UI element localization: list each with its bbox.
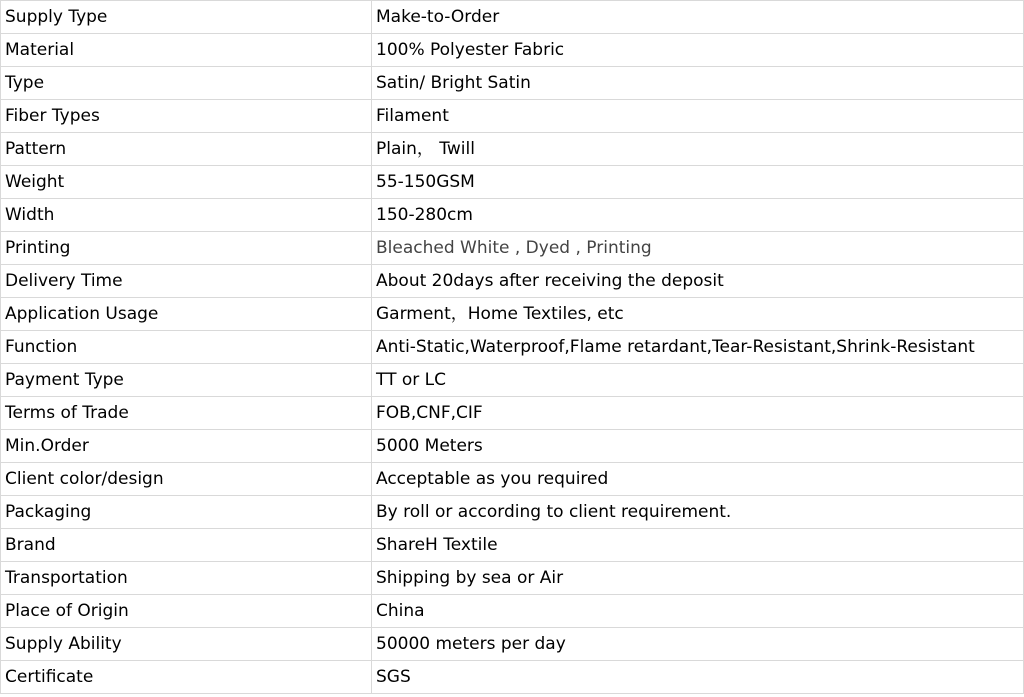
table-row: [1, 298, 1024, 331]
spec-value: About 20days after receiving the deposit: [372, 265, 1024, 298]
spec-label: Payment Type: [1, 364, 372, 397]
spec-label: Width: [1, 199, 372, 232]
table-row: [1, 661, 1024, 694]
table-row: [1, 364, 1024, 397]
spec-value: 50000 meters per day: [372, 628, 1024, 661]
spec-label: Certificate: [1, 661, 372, 694]
table-row: [1, 100, 1024, 133]
spec-label: Brand: [1, 529, 372, 562]
spec-label: Transportation: [1, 562, 372, 595]
spec-value: Acceptable as you required: [372, 463, 1024, 496]
spec-label: Delivery Time: [1, 265, 372, 298]
spec-label: Place of Origin: [1, 595, 372, 628]
table-row: [1, 430, 1024, 463]
spec-value: Plain， Twill: [372, 133, 1024, 166]
spec-label: Packaging: [1, 496, 372, 529]
spec-label: Supply Ability: [1, 628, 372, 661]
spec-value: 55-150GSM: [372, 166, 1024, 199]
spec-value: Shipping by sea or Air: [372, 562, 1024, 595]
spec-table-body: [1, 1, 1024, 694]
table-row: [1, 67, 1024, 100]
spec-value: Anti-Static,Waterproof,Flame retardant,Tear-Resistant,Shrink-Resistant: [372, 331, 1024, 364]
table-row: [1, 562, 1024, 595]
spec-value: By roll or according to client requirement.: [372, 496, 1024, 529]
spec-label: Supply Type: [1, 1, 372, 34]
spec-value: SGS: [372, 661, 1024, 694]
spec-label: Printing: [1, 232, 372, 265]
table-row: [1, 595, 1024, 628]
spec-value: 100% Polyester Fabric: [372, 34, 1024, 67]
spec-label: Function: [1, 331, 372, 364]
table-row: [1, 463, 1024, 496]
spec-value: FOB,CNF,CIF: [372, 397, 1024, 430]
table-row: [1, 397, 1024, 430]
spec-value: 150-280cm: [372, 199, 1024, 232]
table-row: [1, 496, 1024, 529]
spec-label: Min.Order: [1, 430, 372, 463]
table-row: [1, 529, 1024, 562]
spec-label: Weight: [1, 166, 372, 199]
table-row: [1, 628, 1024, 661]
spec-label: Pattern: [1, 133, 372, 166]
spec-value: Make-to-Order: [372, 1, 1024, 34]
table-row: [1, 199, 1024, 232]
spec-label: Terms of Trade: [1, 397, 372, 430]
spec-value: ShareH Textile: [372, 529, 1024, 562]
spec-value: Filament: [372, 100, 1024, 133]
spec-value: Garment，Home Textiles, etc: [372, 298, 1024, 331]
spec-value: TT or LC: [372, 364, 1024, 397]
spec-value: 5000 Meters: [372, 430, 1024, 463]
table-row: [1, 1, 1024, 34]
spec-label: Material: [1, 34, 372, 67]
table-row: [1, 133, 1024, 166]
spec-label: Client color/design: [1, 463, 372, 496]
table-row: [1, 166, 1024, 199]
table-row: [1, 331, 1024, 364]
spec-label: Type: [1, 67, 372, 100]
table-row: [1, 265, 1024, 298]
table-row: [1, 232, 1024, 265]
spec-value: China: [372, 595, 1024, 628]
spec-label: Fiber Types: [1, 100, 372, 133]
table-row: [1, 34, 1024, 67]
spec-value: Bleached White , Dyed , Printing: [372, 232, 1024, 265]
spec-label: Application Usage: [1, 298, 372, 331]
spec-value: Satin/ Bright Satin: [372, 67, 1024, 100]
